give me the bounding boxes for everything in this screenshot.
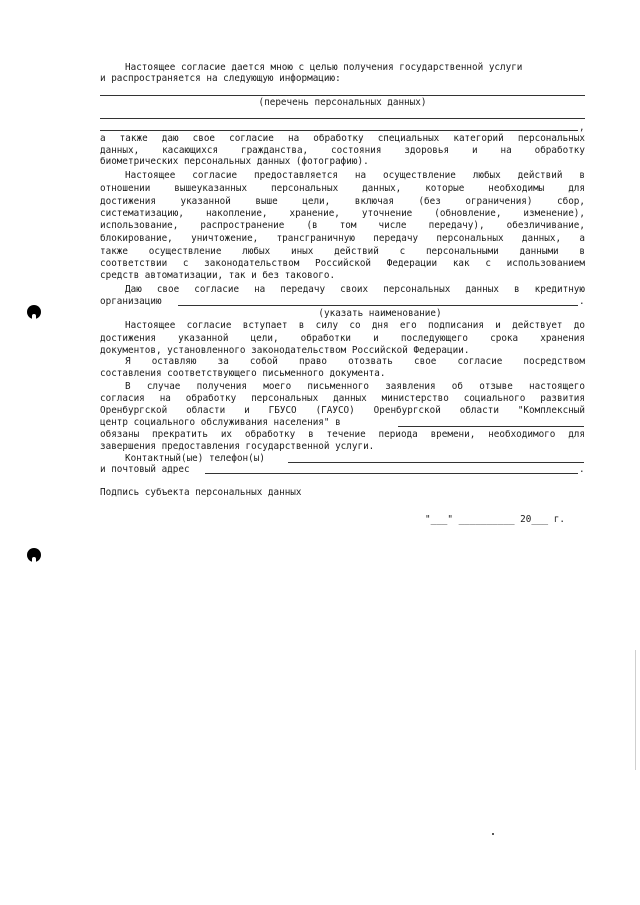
text-line: обязаны прекратить их обработку в течение периода времени, необходимого для [100,429,585,440]
text-line: достижения указанной цели, обработки и последующего срока хранения [100,333,585,344]
blank-line-service-center [398,426,584,427]
text-line: документов, установленного законодательством Российской Федерации. [100,345,470,356]
trailing-comma: , [579,122,585,133]
text-line: отношении вышеуказанных персональных данных, которые необходимы для [100,183,585,194]
text-line: Настоящее согласие дается мною с целью получения государственной услуги [125,62,523,73]
text-line: Даю свое согласие на передачу своих персональных данных в кредитную [125,284,585,295]
text-line: систематизацию, накопление, хранение, уточнение (обновление, изменение), [100,208,585,219]
text-line: завершения предоставления государственной услуги. [100,441,375,452]
blank-line-phone [288,462,584,463]
contact-phone-label: Контактный(ые) телефон(ы) [125,453,265,464]
caption-organization-name: (указать наименование) [318,308,442,319]
text-line: согласия на обработку персональных данных министерство социального развития [100,393,585,404]
blank-line-personal-data-2 [100,118,585,119]
line-end-period: . [579,296,585,307]
caption-personal-data-list: (перечень персональных данных) [258,97,427,108]
text-line: средств автоматизации, так и без такового. [100,270,336,281]
text-line: Я оставляю за собой право отозвать свое согласие посредством [125,356,585,367]
text-line: центр социального обслуживания населения" в [100,417,341,428]
punch-hole-top [27,305,41,319]
punch-hole-bottom [27,548,41,562]
text-line: В случае получения моего письменного заявления об отзыве настоящего [125,381,585,392]
text-line: соответствии с законодательством Российской Федерации как с использованием [100,258,585,269]
text-line: Настоящее согласие предоставляется на осуществление любых действий в [125,170,585,181]
signature-date: "___" __________ 20___ г. [425,514,565,525]
text-line: составления соответствующего письменного документа. [100,368,386,379]
text-line: и распространяется на следующую информацию: [100,73,341,84]
text-line: Настоящее согласие вступает в силу со дня его подписания и действует до [125,320,585,331]
text-line: а также даю свое согласие на обработку специальных категорий персональных [100,133,585,144]
blank-line-credit-organization [178,305,578,306]
scan-edge-shadow [635,650,636,770]
text-line: также осуществление любых иных действий с персональными данными в [100,246,585,257]
text-line: данных, касающихся гражданства, состояния здоровья и на обработку [100,145,585,156]
text-line: использование, распространение (в том числе передачу), обезличивание, [100,220,585,231]
text-line: блокирование, уничтожение, трансграничную передачу персональных данных, а [100,233,585,244]
signature-label: Подпись субъекта персональных данных [100,487,302,498]
scan-speck [492,833,494,835]
text-line: биометрических персональных данных (фотографию). [100,156,369,167]
postal-address-label: и почтовый адрес [100,464,190,475]
text-line: Оренбургской области и ГБУСО (ГАУСО) Оренбургской области "Комплексный [100,405,585,416]
blank-line-personal-data [100,95,585,96]
line-end-period: . [579,464,585,475]
text-line: достижения указанной выше цели, включая (без ограничения) сбор, [100,196,585,207]
blank-line-personal-data-3 [100,130,578,131]
text-line: организацию [100,296,162,307]
blank-line-address [205,473,578,474]
